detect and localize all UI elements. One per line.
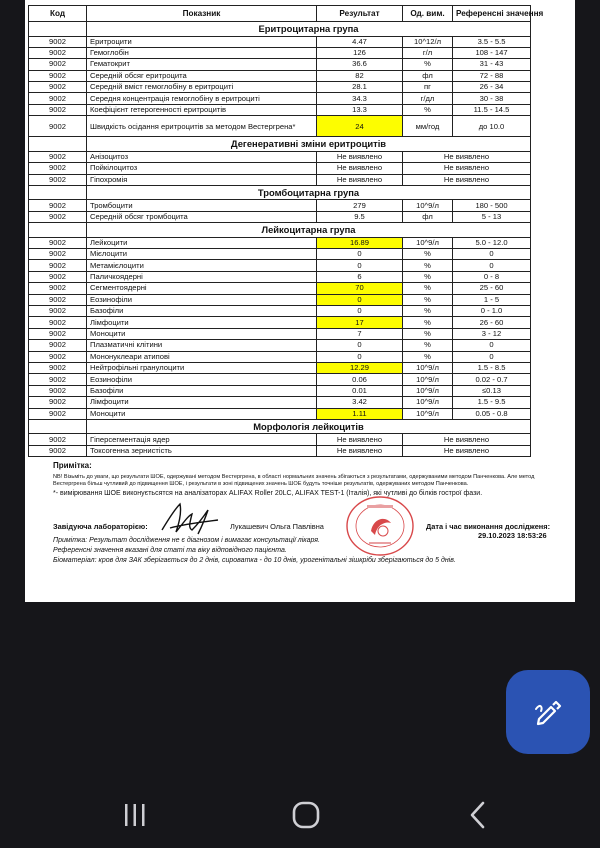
- row-name: Нейтрофільні гранулоцити: [87, 362, 317, 373]
- notes-analyzer: *- вимірювання ШОЕ виконуєтьсятся на аналізаторах ALIFAX Roller 20LC, ALIFAX TEST-1 (Італія), які чутливі до білків гострої фази.: [53, 490, 483, 497]
- row-name: Лейкоцити: [87, 237, 317, 248]
- table-row: [29, 271, 531, 282]
- row-code: 9002: [29, 200, 87, 211]
- notes-title: Примітка:: [53, 461, 92, 470]
- row-result: 9.5: [317, 211, 403, 222]
- row-name: Сегментоядерні: [87, 283, 317, 294]
- row-name: Коефіцієнт гетерогенності еритроцитів: [87, 104, 317, 115]
- row-result: 82: [317, 70, 403, 81]
- row-result: 12.29: [317, 362, 403, 373]
- row-name: Середній вміст гемоглобіну в еритроциті: [87, 82, 317, 93]
- row-reference: 108 - 147: [453, 47, 531, 58]
- row-reference: 26 - 60: [453, 317, 531, 328]
- row-reference: 31 - 43: [453, 59, 531, 70]
- row-reference: 25 - 60: [453, 283, 531, 294]
- row-unit: г/дл: [403, 93, 453, 104]
- row-result: 28.1: [317, 82, 403, 93]
- row-code: 9002: [29, 328, 87, 339]
- row-result: 0: [317, 340, 403, 351]
- row-reference: 11.5 - 14.5: [453, 104, 531, 115]
- row-reference: до 10.0: [453, 116, 531, 137]
- row-code: 9002: [29, 294, 87, 305]
- row-name: Гіпохромія: [87, 174, 317, 185]
- row-code: 9002: [29, 317, 87, 328]
- row-result: 126: [317, 47, 403, 58]
- row-reference: 1 - 5: [453, 294, 531, 305]
- row-reference: 0: [453, 351, 531, 362]
- row-code: 9002: [29, 434, 87, 445]
- row-code: 9002: [29, 104, 87, 115]
- row-reference: 30 - 38: [453, 93, 531, 104]
- section-header: [29, 22, 531, 37]
- row-name: Пойкілоцитоз: [87, 163, 317, 174]
- row-code: 9002: [29, 351, 87, 362]
- signature: [158, 500, 222, 538]
- row-unit: %: [403, 317, 453, 328]
- date-label: Дата і час виконання дослідженя:: [426, 522, 551, 531]
- row-result: 17: [317, 317, 403, 328]
- back-icon[interactable]: [465, 800, 491, 830]
- section-header: [29, 185, 531, 200]
- row-result: Не виявлено: [317, 434, 403, 445]
- row-result: Не виявлено: [317, 445, 403, 456]
- row-code: 9002: [29, 271, 87, 282]
- row-reference: ≤0.13: [453, 385, 531, 396]
- header-reference: Референсні значення: [453, 6, 531, 22]
- recent-apps-icon[interactable]: [120, 802, 150, 828]
- row-code: 9002: [29, 397, 87, 408]
- table-row: [29, 104, 531, 115]
- row-unit: %: [403, 294, 453, 305]
- table-row: [29, 362, 531, 373]
- row-code: 9002: [29, 93, 87, 104]
- row-name: Середній обсяг еритроцита: [87, 70, 317, 81]
- row-result: 0: [317, 249, 403, 260]
- row-name: Еритроцити: [87, 36, 317, 47]
- remark-diagnosis: Примітка: Результат дослідження не є діагнозом і вимагає консультації лікаря.: [53, 537, 320, 544]
- notes-westergren: NB! Візьміть до уваги, що результати ШОЕ, одержувані методом Вестергрена, в області нормальних значень збігаються з результатами, одержуваними методом Панченкова. Але метод Вестергрена більш чутливий до підвищення ШОЕ, і результати в зоні підвищених значень ШОЕ будуть точніше результатів, одержуваних методом Панченкова.: [53, 474, 535, 487]
- section-header: [29, 419, 531, 434]
- table-row: [29, 151, 531, 162]
- row-name: Лімфоцити: [87, 317, 317, 328]
- row-unit: %: [403, 104, 453, 115]
- row-reference: 0.02 - 0.7: [453, 374, 531, 385]
- row-unit: 10^9/л: [403, 374, 453, 385]
- row-reference: Не виявлено: [403, 434, 531, 445]
- row-code: 9002: [29, 151, 87, 162]
- lab-stamp: [345, 495, 415, 557]
- row-code: 9002: [29, 385, 87, 396]
- row-code: 9002: [29, 260, 87, 271]
- row-code: 9002: [29, 306, 87, 317]
- header-code: Код: [29, 6, 87, 22]
- section-title: Лейкоцитарна група: [87, 223, 531, 238]
- edit-button[interactable]: [506, 670, 590, 754]
- row-unit: 10^9/л: [403, 237, 453, 248]
- row-reference: 26 - 34: [453, 82, 531, 93]
- row-code: 9002: [29, 408, 87, 419]
- row-unit: %: [403, 283, 453, 294]
- section-code-cell: [29, 185, 87, 200]
- row-unit: %: [403, 59, 453, 70]
- table-row: [29, 317, 531, 328]
- table-row: [29, 163, 531, 174]
- row-name: Гемоглобін: [87, 47, 317, 58]
- row-result: 6: [317, 271, 403, 282]
- table-row: [29, 211, 531, 222]
- row-code: 9002: [29, 283, 87, 294]
- table-row: [29, 36, 531, 47]
- section-title: Тромбоцитарна група: [87, 185, 531, 200]
- row-code: 9002: [29, 163, 87, 174]
- pencil-edit-icon: [531, 695, 565, 729]
- table-row: [29, 59, 531, 70]
- table-row: [29, 174, 531, 185]
- row-name: Базофіли: [87, 385, 317, 396]
- table-row: [29, 47, 531, 58]
- row-reference: 0.05 - 0.8: [453, 408, 531, 419]
- row-unit: 10^12/л: [403, 36, 453, 47]
- row-name: Моноцити: [87, 408, 317, 419]
- row-result: Не виявлено: [317, 163, 403, 174]
- row-reference: 1.5 - 9.5: [453, 397, 531, 408]
- row-unit: %: [403, 260, 453, 271]
- row-reference: 0: [453, 340, 531, 351]
- table-row: [29, 385, 531, 396]
- table-row: [29, 306, 531, 317]
- row-unit: 10^9/л: [403, 362, 453, 373]
- table-row: [29, 294, 531, 305]
- row-name: Швидкість осідання еритроцитів за методом Вестергрена*: [87, 116, 317, 137]
- section-title: Морфологія лейкоцитів: [87, 419, 531, 434]
- row-result: 36.6: [317, 59, 403, 70]
- table-row: [29, 249, 531, 260]
- section-title: Дегенеративні зміни еритроцитів: [87, 137, 531, 152]
- row-reference: 180 - 500: [453, 200, 531, 211]
- section-code-cell: [29, 137, 87, 152]
- row-unit: %: [403, 306, 453, 317]
- header-result: Результат: [317, 6, 403, 22]
- row-name: Гематокрит: [87, 59, 317, 70]
- row-code: 9002: [29, 82, 87, 93]
- row-result: 0: [317, 260, 403, 271]
- table-row: [29, 340, 531, 351]
- row-code: 9002: [29, 362, 87, 373]
- row-code: 9002: [29, 36, 87, 47]
- row-result: 7: [317, 328, 403, 339]
- row-unit: 10^9/л: [403, 397, 453, 408]
- row-reference: 0: [453, 249, 531, 260]
- row-unit: мм/год: [403, 116, 453, 137]
- table-row: [29, 260, 531, 271]
- row-reference: 5 - 13: [453, 211, 531, 222]
- row-unit: 10^9/л: [403, 385, 453, 396]
- section-code-cell: [29, 419, 87, 434]
- row-code: 9002: [29, 237, 87, 248]
- row-name: Анізоцитоз: [87, 151, 317, 162]
- row-reference: 0 - 8: [453, 271, 531, 282]
- section-code-cell: [29, 22, 87, 37]
- row-code: 9002: [29, 174, 87, 185]
- table-row: [29, 200, 531, 211]
- row-unit: пг: [403, 82, 453, 93]
- row-name: Лімфоцити: [87, 397, 317, 408]
- row-name: Гіперсегментація ядер: [87, 434, 317, 445]
- table-row: [29, 283, 531, 294]
- row-result: 13.3: [317, 104, 403, 115]
- row-result: 70: [317, 283, 403, 294]
- row-reference: 3 - 12: [453, 328, 531, 339]
- row-unit: г/л: [403, 47, 453, 58]
- head-label: Завідуюча лабораторією:: [53, 522, 148, 531]
- row-reference: 72 - 88: [453, 70, 531, 81]
- table-row: [29, 328, 531, 339]
- row-result: Не виявлено: [317, 151, 403, 162]
- row-name: Мієлоцити: [87, 249, 317, 260]
- row-result: 16.89: [317, 237, 403, 248]
- table-header-row: [29, 6, 531, 22]
- row-result: 0.06: [317, 374, 403, 385]
- row-result: 24: [317, 116, 403, 137]
- table-row: [29, 82, 531, 93]
- row-result: 3.42: [317, 397, 403, 408]
- row-unit: %: [403, 249, 453, 260]
- section-header: [29, 223, 531, 238]
- row-result: Не виявлено: [317, 174, 403, 185]
- row-result: 279: [317, 200, 403, 211]
- row-unit: 10^9/л: [403, 408, 453, 419]
- row-name: Базофіли: [87, 306, 317, 317]
- table-row: [29, 445, 531, 456]
- row-code: 9002: [29, 340, 87, 351]
- row-unit: %: [403, 271, 453, 282]
- section-code-cell: [29, 223, 87, 238]
- row-name: Токсогенна зернистість: [87, 445, 317, 456]
- row-name: Еозинофіли: [87, 374, 317, 385]
- table-row: [29, 434, 531, 445]
- row-reference: Не виявлено: [403, 151, 531, 162]
- row-result: 0: [317, 351, 403, 362]
- lab-results-table: [28, 5, 544, 457]
- row-code: 9002: [29, 116, 87, 137]
- remark-biomaterial: Біоматеріал: кров для ЗАК зберігається до 2 днів, сироватка - до 10 днів, урогенітальні зішкріби зберігаються до 5 днів.: [53, 557, 456, 564]
- row-result: 1.11: [317, 408, 403, 419]
- date-value: 29.10.2023 18:53:26: [478, 531, 547, 540]
- row-reference: Не виявлено: [403, 174, 531, 185]
- row-code: 9002: [29, 445, 87, 456]
- table-row: [29, 116, 531, 137]
- table-row: [29, 397, 531, 408]
- row-name: Плазматичні клітини: [87, 340, 317, 351]
- row-name: Мононуклеари атипові: [87, 351, 317, 362]
- row-name: Метамієлоцити: [87, 260, 317, 271]
- row-name: Еозинофіли: [87, 294, 317, 305]
- row-reference: 0: [453, 260, 531, 271]
- row-name: Середній обсяг тромбоцита: [87, 211, 317, 222]
- table-row: [29, 408, 531, 419]
- row-result: 0.01: [317, 385, 403, 396]
- row-code: 9002: [29, 374, 87, 385]
- head-name: Лукашевич Ольга Павлівна: [230, 522, 324, 531]
- row-code: 9002: [29, 47, 87, 58]
- section-header: [29, 137, 531, 152]
- row-reference: Не виявлено: [403, 163, 531, 174]
- row-code: 9002: [29, 249, 87, 260]
- table-row: [29, 237, 531, 248]
- row-name: Середня концентрація гемоглобіну в еритроциті: [87, 93, 317, 104]
- row-reference: 3.5 - 5.5: [453, 36, 531, 47]
- row-unit: %: [403, 340, 453, 351]
- row-reference: Не виявлено: [403, 445, 531, 456]
- row-unit: 10^9/л: [403, 200, 453, 211]
- row-reference: 1.5 - 8.5: [453, 362, 531, 373]
- row-reference: 5.0 - 12.0: [453, 237, 531, 248]
- home-icon[interactable]: [290, 800, 322, 830]
- row-unit: %: [403, 328, 453, 339]
- row-reference: 0 - 1.0: [453, 306, 531, 317]
- row-code: 9002: [29, 211, 87, 222]
- row-result: 0: [317, 306, 403, 317]
- row-name: Паличкоядерні: [87, 271, 317, 282]
- table-row: [29, 351, 531, 362]
- system-navigation-bar: [0, 775, 600, 848]
- row-result: 4.47: [317, 36, 403, 47]
- header-unit: Од. вим.: [403, 6, 453, 22]
- row-result: 34.3: [317, 93, 403, 104]
- row-name: Тромбоцити: [87, 200, 317, 211]
- table-row: [29, 374, 531, 385]
- row-result: 0: [317, 294, 403, 305]
- header-indicator: Показник: [87, 6, 317, 22]
- table-row: [29, 93, 531, 104]
- row-code: 9002: [29, 59, 87, 70]
- row-unit: фл: [403, 70, 453, 81]
- row-unit: фл: [403, 211, 453, 222]
- row-name: Моноцити: [87, 328, 317, 339]
- remark-reference: Референсні значення вказані для статі та віку відповідного пацієнта.: [53, 547, 287, 554]
- row-code: 9002: [29, 70, 87, 81]
- row-unit: %: [403, 351, 453, 362]
- table-row: [29, 70, 531, 81]
- section-title: Еритроцитарна група: [87, 22, 531, 37]
